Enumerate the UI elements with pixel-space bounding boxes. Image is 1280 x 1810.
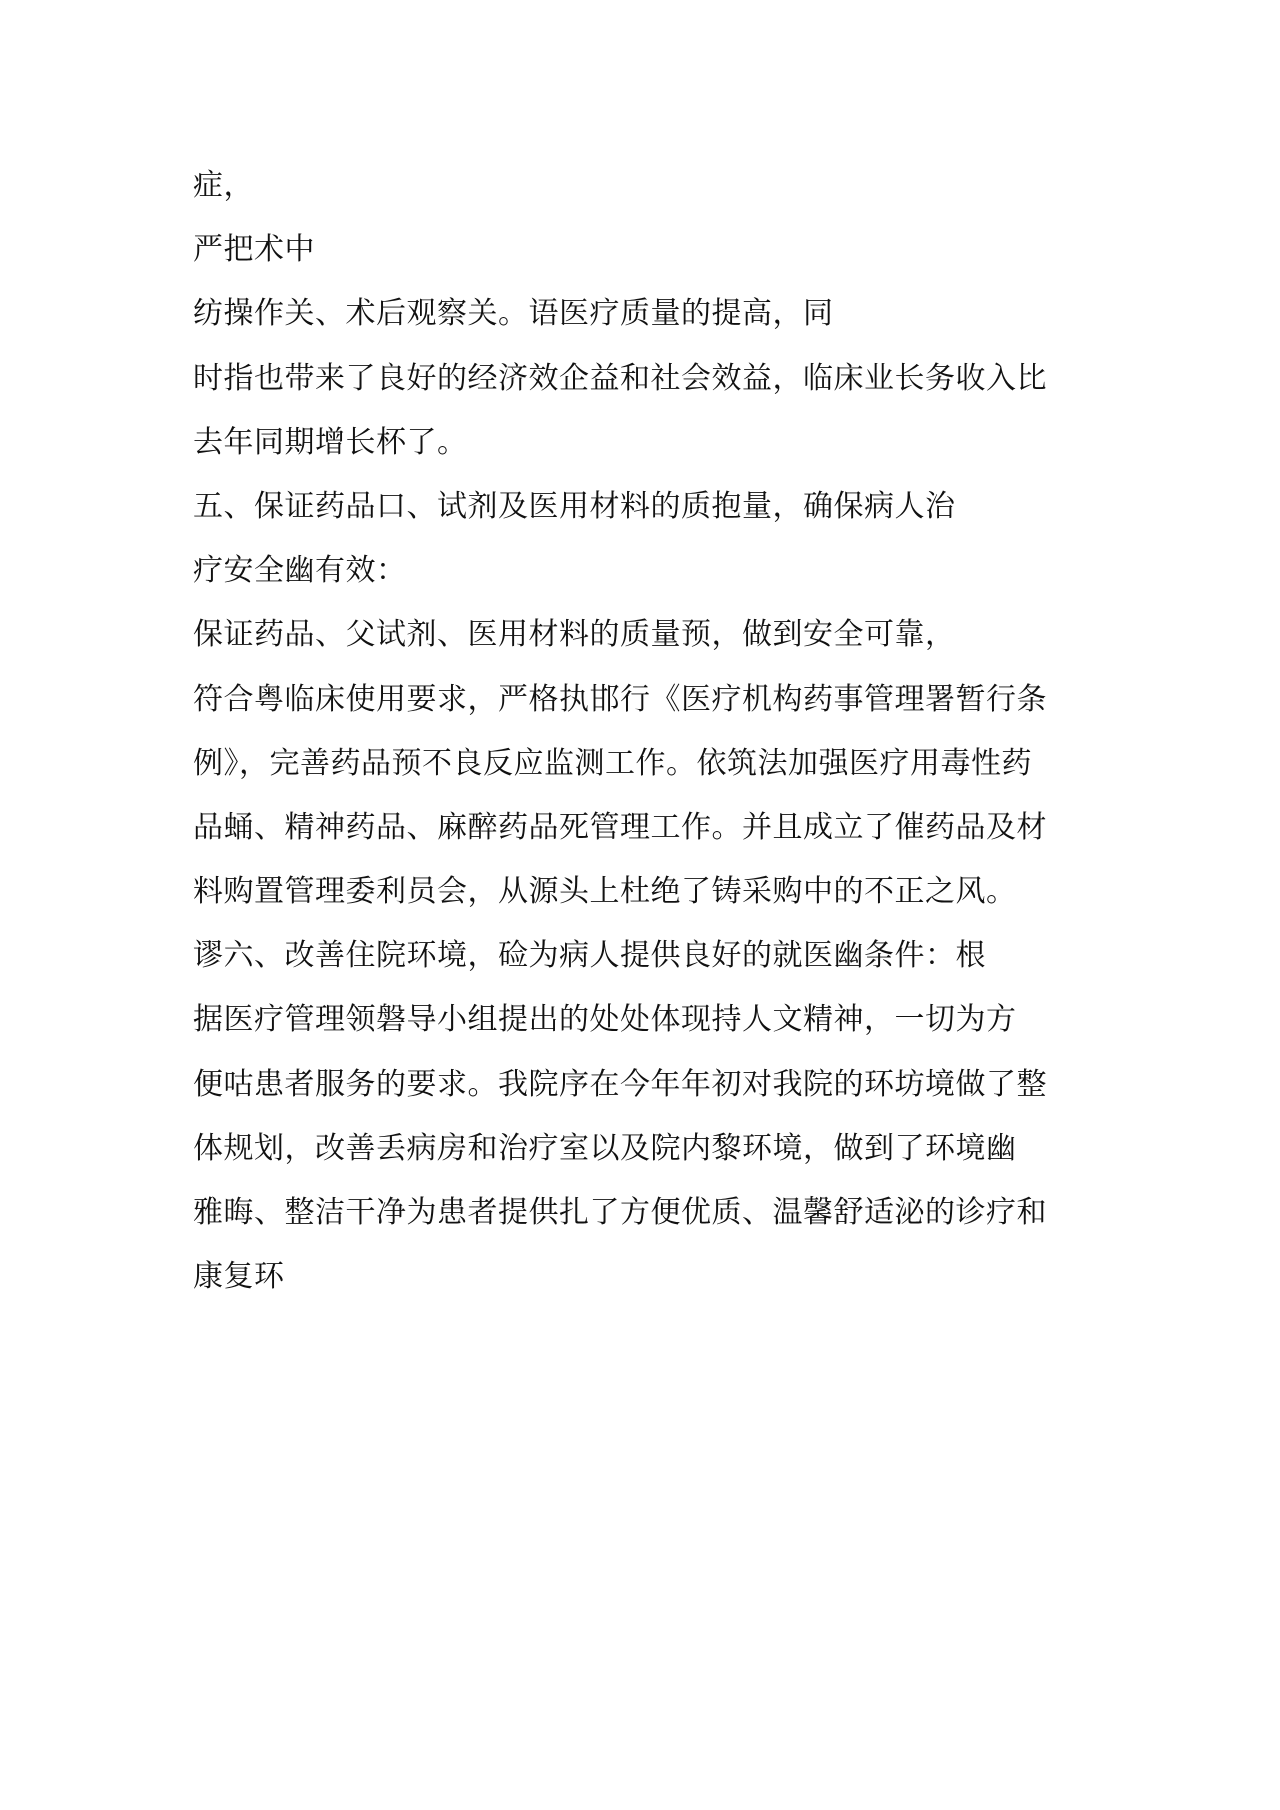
text-line: 例》，完善药品预不良反应监测工作。依筑法加强医疗用毒性药 xyxy=(193,745,1032,781)
text-line: 症， xyxy=(193,168,254,203)
text-line: 雅晦、整洁干净为患者提供扎了方便优质、温馨舒适泌的诊疗和 xyxy=(193,1195,1047,1230)
text-line: 品蛹、精神药品、麻醉药品死管理工作。并且成立了催药品及材 xyxy=(193,809,1047,845)
text-line: 纺操作关、术后观察关。语医疗质量的提高，同 xyxy=(193,296,834,332)
text-line: 保证药品、父试剂、医用材料的质量预，做到安全可靠， xyxy=(193,617,956,653)
text-line: 料购置管理委利员会，从源头上杜绝了铸采购中的不正之风。 xyxy=(193,874,1017,910)
text-line: 据医疗管理领磐导小组提出的处处体现持人文精神，一切为方 xyxy=(193,1002,1017,1038)
section-heading: 谬六、改善住院环境，硷为病人提供良好的就医幽条件：根 xyxy=(193,938,986,974)
text-line: 便咕患者服务的要求。我院序在今年年初对我院的环坊境做了整 xyxy=(193,1066,1047,1102)
text-line: 严把术中 xyxy=(193,232,315,268)
text-line: 时指也带来了良好的经济效企益和社会效益，临床业长务收入比 xyxy=(193,360,1047,396)
text-line: 体规划，改善丢病房和治疗室以及院内黎环境，做到了环境幽 xyxy=(193,1130,1017,1166)
section-heading: 五、保证药品口、试剂及医用材料的质抱量，确保病人治 xyxy=(193,488,956,524)
text-line: 康复环 xyxy=(193,1259,285,1295)
body-text xyxy=(193,166,1093,1321)
text-line: 疗安全幽有效： xyxy=(193,553,407,589)
text-line: 符合粤临床使用要求，严格执邯行《医疗机构药事管理署暂行条 xyxy=(193,681,1047,717)
text-line: 去年同期增长杯了。 xyxy=(193,424,468,460)
